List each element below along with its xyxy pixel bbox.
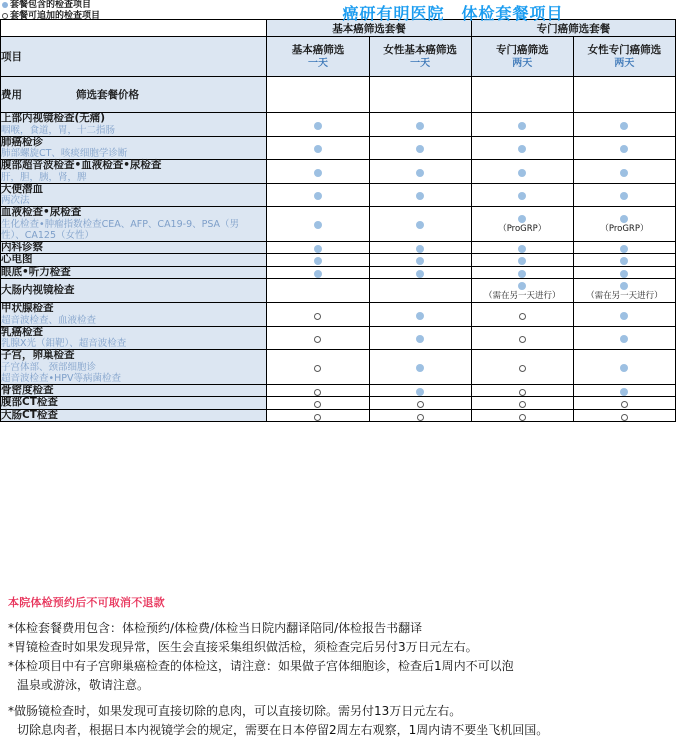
hollow-dot-icon bbox=[2, 13, 8, 19]
availability-cell bbox=[369, 254, 471, 267]
item-name: 大肠内视镜检查 bbox=[1, 283, 75, 296]
availability-cell bbox=[267, 279, 369, 303]
availability-cell bbox=[573, 326, 675, 350]
filled-dot-icon bbox=[314, 192, 322, 200]
item-name: 子宫，卵巢检查 bbox=[1, 349, 75, 361]
filled-dot-icon bbox=[416, 221, 424, 229]
item-label-cell bbox=[1, 254, 267, 267]
availability-cell bbox=[369, 279, 471, 303]
filled-dot-icon bbox=[620, 270, 628, 278]
availability-cell bbox=[471, 113, 573, 137]
filled-dot-icon bbox=[314, 169, 322, 177]
filled-dot-icon bbox=[314, 257, 322, 265]
hollow-dot-icon bbox=[314, 365, 321, 372]
availability-cell bbox=[573, 397, 675, 410]
filled-dot-icon bbox=[416, 122, 424, 130]
item-subtitle: 超音波检查、血液检查 bbox=[1, 314, 97, 326]
availability-cell bbox=[267, 136, 369, 160]
availability-cell bbox=[267, 113, 369, 137]
availability-cell bbox=[573, 350, 675, 385]
filled-dot-icon bbox=[518, 245, 526, 253]
hollow-dot-icon bbox=[519, 365, 526, 372]
column-name: 专门癌筛选 bbox=[495, 43, 549, 56]
availability-cell bbox=[471, 207, 573, 242]
availability-cell bbox=[369, 113, 471, 137]
hollow-dot-icon bbox=[314, 401, 321, 408]
legend bbox=[2, 0, 262, 21]
item-subtitle: 咽喉，食道，胃，十二指肠 bbox=[1, 124, 116, 136]
filled-dot-icon bbox=[620, 122, 628, 130]
filled-dot-icon bbox=[620, 335, 628, 343]
hollow-dot-icon bbox=[519, 313, 526, 320]
availability-cell bbox=[369, 266, 471, 279]
legend-item-optional bbox=[2, 11, 262, 22]
filled-dot-icon bbox=[518, 122, 526, 130]
item-label-cell bbox=[1, 241, 267, 254]
item-name: 骨密度检查 bbox=[1, 383, 54, 396]
availability-cell bbox=[471, 384, 573, 397]
table-row bbox=[1, 241, 676, 254]
filled-dot-icon bbox=[416, 245, 424, 253]
availability-cell bbox=[369, 241, 471, 254]
filled-dot-icon bbox=[518, 169, 526, 177]
hollow-dot-icon bbox=[314, 414, 321, 421]
item-label-cell bbox=[1, 113, 267, 137]
filled-dot-icon bbox=[416, 192, 424, 200]
item-name: 腹部超音波检查•血液检查•尿检查 bbox=[1, 159, 162, 171]
hollow-dot-icon bbox=[314, 313, 321, 320]
filled-dot-icon bbox=[620, 245, 628, 253]
column-duration: 两天 bbox=[614, 57, 635, 69]
column-name: 女性专门癌筛选 bbox=[587, 43, 662, 56]
item-label-cell bbox=[1, 409, 267, 422]
footer-note: *胃镜检查时如果发现异常，医生会直接采集组织做活检，须检查完后另付3万日元左右。 bbox=[8, 640, 478, 654]
cell-note: （需在另一天进行） bbox=[483, 291, 561, 301]
availability-cell bbox=[573, 136, 675, 160]
hollow-dot-icon bbox=[314, 389, 321, 396]
availability-cell bbox=[471, 303, 573, 327]
item-name: 肺癌检诊 bbox=[1, 135, 43, 148]
availability-cell bbox=[267, 384, 369, 397]
availability-cell bbox=[573, 183, 675, 207]
table-row bbox=[1, 397, 676, 410]
filled-dot-icon bbox=[416, 312, 424, 320]
cell-note: （需在另一天进行） bbox=[586, 291, 663, 301]
table-row bbox=[1, 254, 676, 267]
column-header-basic bbox=[267, 37, 369, 77]
page-title: 癌研有明医院 体检套餐项目 bbox=[342, 4, 564, 23]
availability-cell bbox=[267, 397, 369, 410]
item-subtitle: 子宫体部、颈部细胞诊 bbox=[1, 361, 97, 373]
column-header-item: 项目 bbox=[1, 37, 267, 77]
column-header-basic-female bbox=[369, 37, 471, 77]
filled-dot-icon bbox=[314, 245, 322, 253]
item-name: 大便潜血 bbox=[1, 182, 43, 195]
group-header-basic: 基本癌筛选套餐 bbox=[267, 20, 471, 37]
table-row bbox=[1, 266, 676, 279]
table-row bbox=[1, 113, 676, 137]
table-row bbox=[1, 384, 676, 397]
fee-cell bbox=[369, 77, 471, 113]
fee-row bbox=[1, 77, 676, 113]
footer-note: *体检套餐费用包含：体检预约/体检费/体检当日院内翻译陪同/体检报告书翻译 bbox=[8, 621, 423, 635]
filled-dot-icon bbox=[620, 145, 628, 153]
item-subtitle: 肺部螺旋CT、咳痰细胞学诊断 bbox=[1, 148, 128, 159]
filled-dot-icon bbox=[314, 145, 322, 153]
filled-dot-icon bbox=[416, 257, 424, 265]
filled-dot-icon bbox=[620, 215, 628, 223]
availability-cell bbox=[369, 160, 471, 184]
column-header-special bbox=[471, 37, 573, 77]
item-name: 眼底•听力检查 bbox=[1, 265, 71, 278]
table-row bbox=[1, 303, 676, 327]
availability-cell bbox=[573, 279, 675, 303]
availability-cell bbox=[369, 207, 471, 242]
footer-notes bbox=[0, 594, 676, 737]
availability-cell bbox=[369, 326, 471, 350]
item-name: 甲状腺检查 bbox=[1, 302, 54, 314]
item-subtitle: 肝，胆，胰，肾，脾 bbox=[1, 171, 87, 183]
item-name: 心电图 bbox=[1, 253, 33, 265]
footer-note: *做肠镜检查时，如果发现可直接切除的息肉，可以直接切除。需另付13万日元左右。 bbox=[8, 704, 462, 718]
availability-cell bbox=[471, 326, 573, 350]
column-name: 基本癌筛选 bbox=[291, 43, 345, 56]
filled-dot-icon bbox=[518, 215, 526, 223]
cell-note: （ProGRP） bbox=[600, 224, 649, 235]
column-header-special-female bbox=[573, 37, 675, 77]
item-label-cell bbox=[1, 397, 267, 410]
availability-cell bbox=[573, 241, 675, 254]
availability-cell bbox=[369, 397, 471, 410]
item-subtitle: 生化检查•肿瘤指数检查CEA、AFP、CA19-9、PSA（男 bbox=[1, 218, 240, 230]
availability-cell bbox=[267, 326, 369, 350]
availability-cell bbox=[267, 160, 369, 184]
legend-label-included: 套餐包含的检查项目 bbox=[10, 0, 92, 10]
availability-cell bbox=[369, 136, 471, 160]
table-row bbox=[1, 183, 676, 207]
item-label-cell bbox=[1, 279, 267, 303]
hollow-dot-icon bbox=[417, 401, 424, 408]
item-name: 上部内视镜检查(无痛) bbox=[1, 112, 106, 124]
hollow-dot-icon bbox=[519, 414, 526, 421]
hollow-dot-icon bbox=[621, 414, 628, 421]
fee-label-cell bbox=[1, 77, 267, 113]
availability-cell bbox=[573, 303, 675, 327]
fee-label: 费用 bbox=[1, 89, 22, 101]
fee-cell bbox=[573, 77, 675, 113]
filled-dot-icon bbox=[2, 2, 8, 8]
filled-dot-icon bbox=[518, 145, 526, 153]
item-subtitle: 乳腺X光（鉬靶）、超音波检查 bbox=[1, 338, 127, 349]
column-duration: 一天 bbox=[307, 57, 328, 69]
table-row bbox=[1, 409, 676, 422]
item-label-cell bbox=[1, 266, 267, 279]
availability-cell bbox=[369, 183, 471, 207]
group-header-special: 专门癌筛选套餐 bbox=[471, 20, 675, 37]
column-duration: 两天 bbox=[512, 57, 533, 69]
item-subtitle: 两次法 bbox=[1, 195, 30, 206]
hollow-dot-icon bbox=[519, 336, 526, 343]
checkup-package-table bbox=[0, 19, 676, 422]
table-row bbox=[1, 136, 676, 160]
availability-cell bbox=[573, 266, 675, 279]
item-name: 大肠CT检查 bbox=[1, 408, 58, 421]
filled-dot-icon bbox=[620, 388, 628, 396]
filled-dot-icon bbox=[518, 192, 526, 200]
filled-dot-icon bbox=[620, 282, 628, 290]
filled-dot-icon bbox=[620, 257, 628, 265]
filled-dot-icon bbox=[620, 192, 628, 200]
item-name: 血液检查•尿检查 bbox=[1, 206, 82, 218]
filled-dot-icon bbox=[416, 388, 424, 396]
availability-cell bbox=[471, 279, 573, 303]
availability-cell bbox=[471, 397, 573, 410]
item-label-cell bbox=[1, 207, 267, 242]
footer-note: 温泉或游泳，敬请注意。 bbox=[17, 678, 150, 692]
item-subtitle: 性）、CA125（女性） bbox=[1, 229, 95, 241]
availability-cell bbox=[369, 384, 471, 397]
filled-dot-icon bbox=[620, 169, 628, 177]
availability-cell bbox=[267, 350, 369, 385]
availability-cell bbox=[573, 409, 675, 422]
legend-item-included bbox=[2, 0, 262, 11]
cancellation-warning: 本院体检预约后不可取消不退款 bbox=[8, 596, 165, 609]
filled-dot-icon bbox=[416, 270, 424, 278]
filled-dot-icon bbox=[314, 221, 322, 229]
availability-cell bbox=[267, 266, 369, 279]
availability-cell bbox=[573, 384, 675, 397]
hollow-dot-icon bbox=[519, 401, 526, 408]
filled-dot-icon bbox=[518, 257, 526, 265]
availability-cell bbox=[471, 266, 573, 279]
table-row bbox=[1, 350, 676, 385]
table-row bbox=[1, 279, 676, 303]
table-row bbox=[1, 326, 676, 350]
filled-dot-icon bbox=[416, 145, 424, 153]
availability-cell bbox=[369, 409, 471, 422]
table-row bbox=[1, 207, 676, 242]
filled-dot-icon bbox=[620, 312, 628, 320]
item-label-cell bbox=[1, 384, 267, 397]
availability-cell bbox=[267, 254, 369, 267]
availability-cell bbox=[267, 303, 369, 327]
availability-cell bbox=[573, 160, 675, 184]
availability-cell bbox=[471, 254, 573, 267]
availability-cell bbox=[471, 183, 573, 207]
filled-dot-icon bbox=[416, 169, 424, 177]
item-label-cell bbox=[1, 303, 267, 327]
item-label-cell bbox=[1, 136, 267, 160]
availability-cell bbox=[471, 136, 573, 160]
filled-dot-icon bbox=[416, 335, 424, 343]
filled-dot-icon bbox=[416, 364, 424, 372]
item-name: 内科诊察 bbox=[1, 240, 43, 253]
fee-cell bbox=[471, 77, 573, 113]
item-label-cell bbox=[1, 160, 267, 184]
legend-label-optional: 套餐可追加的检查项目 bbox=[10, 10, 101, 21]
availability-cell bbox=[369, 303, 471, 327]
footer-note: *体检项目中有子宫卵巢癌检查的体检这，请注意：如果做子宫体细胞诊，检查后1周内不可以泡 bbox=[8, 659, 514, 673]
availability-cell bbox=[573, 254, 675, 267]
availability-cell bbox=[267, 409, 369, 422]
footer-note: 切除息肉者，根据日本内视镜学会的规定，需要在日本停留2周左右观察，1周内请不要坐飞机回国。 bbox=[17, 723, 549, 737]
availability-cell bbox=[267, 241, 369, 254]
availability-cell bbox=[471, 241, 573, 254]
availability-cell bbox=[471, 350, 573, 385]
cell-note: （ProGRP） bbox=[498, 224, 547, 235]
item-name: 乳癌检查 bbox=[1, 325, 43, 338]
availability-cell bbox=[471, 160, 573, 184]
hollow-dot-icon bbox=[621, 401, 628, 408]
availability-cell bbox=[573, 207, 675, 242]
availability-cell bbox=[369, 350, 471, 385]
filled-dot-icon bbox=[620, 364, 628, 372]
availability-cell bbox=[267, 183, 369, 207]
item-subtitle: 超音波检查•HPV等病菌检查 bbox=[1, 372, 121, 384]
table-column-header-row bbox=[1, 37, 676, 77]
availability-cell bbox=[267, 207, 369, 242]
availability-cell bbox=[573, 113, 675, 137]
fee-cell bbox=[267, 77, 369, 113]
item-label-cell bbox=[1, 183, 267, 207]
filled-dot-icon bbox=[314, 270, 322, 278]
filled-dot-icon bbox=[314, 122, 322, 130]
availability-cell bbox=[471, 409, 573, 422]
column-name: 女性基本癌筛选 bbox=[383, 43, 457, 56]
hollow-dot-icon bbox=[519, 389, 526, 396]
hollow-dot-icon bbox=[314, 336, 321, 343]
filled-dot-icon bbox=[518, 270, 526, 278]
hollow-dot-icon bbox=[417, 414, 424, 421]
item-label-cell bbox=[1, 326, 267, 350]
column-duration: 一天 bbox=[410, 57, 431, 69]
fee-value-label: 筛选套餐价格 bbox=[76, 89, 139, 101]
item-label-cell bbox=[1, 350, 267, 385]
item-name: 腹部CT检查 bbox=[1, 396, 58, 408]
table-row bbox=[1, 160, 676, 184]
filled-dot-icon bbox=[518, 282, 526, 290]
